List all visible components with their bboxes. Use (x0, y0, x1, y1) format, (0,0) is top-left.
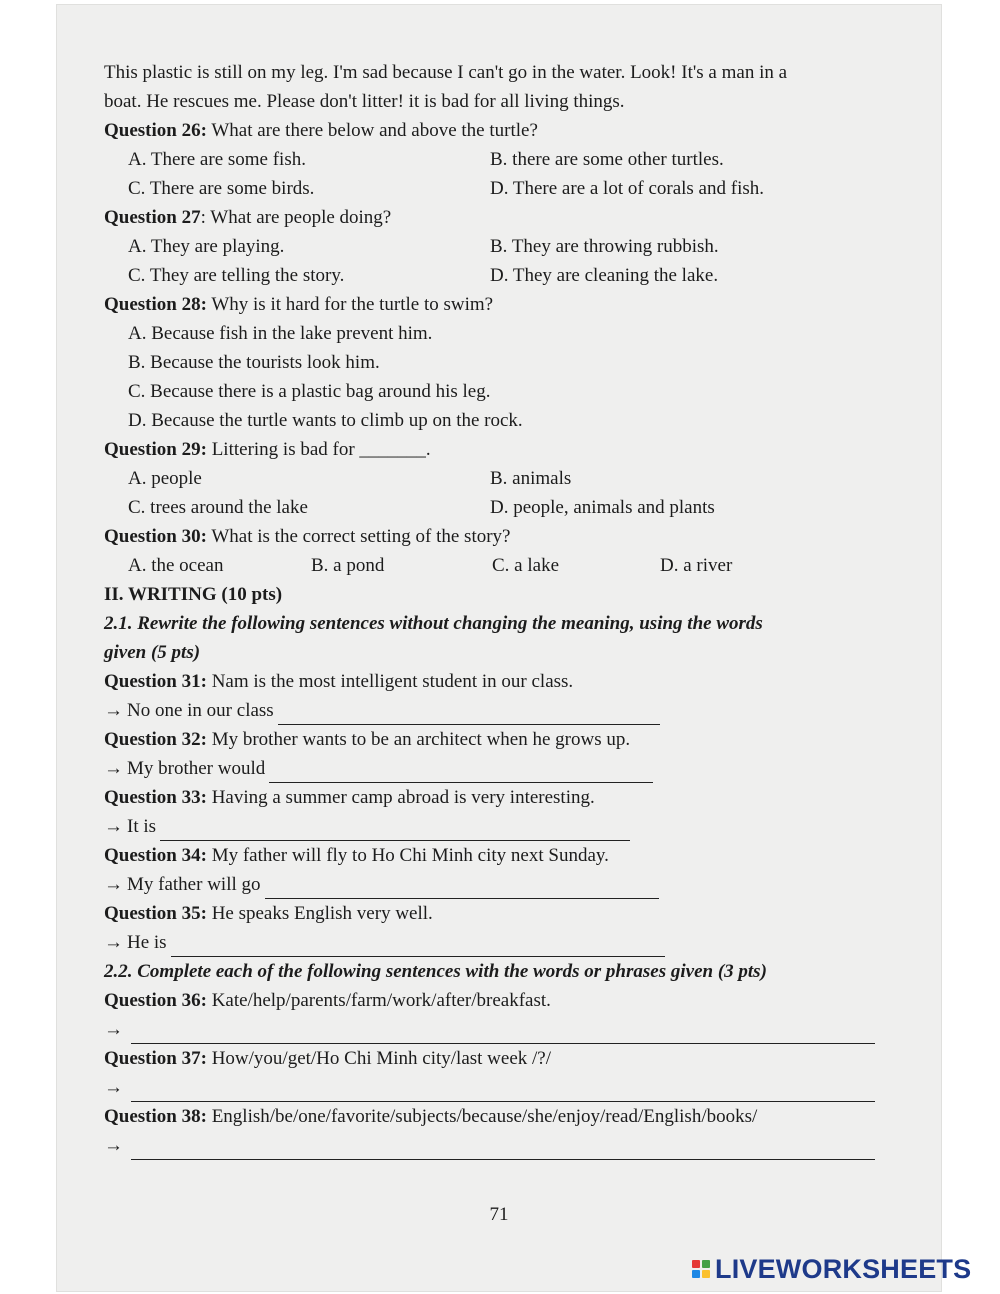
question-28 (104, 290, 894, 319)
question-label: Question 28: (104, 294, 207, 315)
q33-answer-line (104, 812, 894, 841)
q32-answer-line (104, 754, 894, 783)
q30-option-c[interactable]: C. a lake (492, 555, 560, 576)
q28-option-b[interactable]: B. Because the tourists look him. (128, 352, 380, 373)
q29-option-a[interactable]: A. people (128, 468, 202, 489)
q27-option-d[interactable]: D. They are cleaning the lake. (490, 265, 719, 286)
q31-prompt: No one in our class (127, 700, 274, 721)
arrow-icon: → (104, 1077, 123, 1098)
question-34 (104, 841, 894, 870)
worksheet-content (104, 58, 894, 1160)
question-text: : What are people doing? (200, 207, 392, 228)
q37-answer-line (104, 1073, 894, 1102)
question-36 (104, 986, 894, 1015)
question-text: My brother wants to be an architect when he grows up. (206, 729, 631, 750)
passage-line-1: This plastic is still on my leg. I'm sad because I can't go in the water. Look! It's a man in a (104, 62, 788, 83)
q28-option-d[interactable]: D. Because the turtle wants to climb up on the rock. (128, 410, 523, 431)
question-label: Question 37: (104, 1048, 207, 1069)
arrow-icon: → (104, 874, 123, 895)
question-label: Question 27 (104, 207, 201, 228)
q30-option-a[interactable]: A. the ocean (128, 555, 224, 576)
logo-square-icon (692, 1270, 700, 1278)
question-text: Nam is the most intelligent student in our class. (206, 671, 574, 692)
q35-answer-input[interactable] (171, 938, 665, 957)
question-label: Question 32: (104, 729, 207, 750)
question-label: Question 33: (104, 787, 207, 808)
q32-prompt: My brother would (127, 758, 266, 779)
question-33 (104, 783, 894, 812)
question-label: Question 26: (104, 120, 207, 141)
question-27 (104, 203, 894, 232)
question-text: Kate/help/parents/farm/work/after/breakfast. (206, 990, 551, 1011)
question-text: How/you/get/Ho Chi Minh city/last week /?/ (206, 1048, 552, 1069)
question-text: He speaks English very well. (206, 903, 433, 924)
question-text: Having a summer camp abroad is very interesting. (206, 787, 595, 808)
q26-option-a[interactable]: A. There are some fish. (128, 149, 306, 170)
liveworksheets-logo-icon (692, 1260, 710, 1278)
section-2-2-heading: 2.2. Complete each of the following sentences with the words or phrases given (3 pts) (104, 961, 767, 982)
q27-options-row-2 (104, 261, 894, 290)
question-29 (104, 435, 894, 464)
question-text: English/be/one/favorite/subjects/because/she/enjoy/read/English/books/ (206, 1106, 758, 1127)
q26-option-d[interactable]: D. There are a lot of corals and fish. (490, 178, 764, 199)
q26-option-b[interactable]: B. there are some other turtles. (490, 149, 724, 170)
question-label: Question 38: (104, 1106, 207, 1127)
q28-option-c[interactable]: C. Because there is a plastic bag around his leg. (128, 381, 491, 402)
q38-answer-input[interactable] (131, 1141, 875, 1160)
q38-answer-line (104, 1131, 894, 1160)
q35-answer-line (104, 928, 894, 957)
page-number: 71 (489, 1204, 509, 1225)
arrow-icon: → (104, 758, 123, 779)
question-label: Question 34: (104, 845, 207, 866)
q35-prompt: He is (127, 932, 167, 953)
question-31 (104, 667, 894, 696)
q33-answer-input[interactable] (160, 822, 630, 841)
q29-options-row-2 (104, 493, 894, 522)
brand-name: LIVEWORKSHEETS (715, 1253, 972, 1284)
q27-options-row-1 (104, 232, 894, 261)
section-2-1-heading-line-2: given (5 pts) (104, 642, 201, 663)
question-text: My father will fly to Ho Chi Minh city next Sunday. (206, 845, 609, 866)
q29-option-d[interactable]: D. people, animals and plants (490, 497, 715, 518)
q26-option-c[interactable]: C. There are some birds. (128, 178, 315, 199)
q34-prompt: My father will go (127, 874, 261, 895)
q27-option-b[interactable]: B. They are throwing rubbish. (490, 236, 719, 257)
passage-line-2: boat. He rescues me. Please don't litter! it is bad for all living things. (104, 91, 625, 112)
q36-answer-input[interactable] (131, 1025, 875, 1044)
arrow-icon: → (104, 1019, 123, 1040)
q31-answer-line (104, 696, 894, 725)
q36-answer-line (104, 1015, 894, 1044)
q27-option-c[interactable]: C. They are telling the story. (128, 265, 345, 286)
question-text: What are there below and above the turtle? (206, 120, 538, 141)
question-text: What is the correct setting of the story? (206, 526, 511, 547)
logo-square-icon (692, 1260, 700, 1268)
question-37 (104, 1044, 894, 1073)
section-2-1-heading-line-1: 2.1. Rewrite the following sentences without changing the meaning, using the words (104, 613, 763, 634)
q32-answer-input[interactable] (269, 764, 653, 783)
liveworksheets-logo (692, 1254, 971, 1284)
question-label: Question 31: (104, 671, 207, 692)
q33-prompt: It is (127, 816, 157, 837)
writing-heading: II. WRITING (10 pts) (104, 584, 283, 605)
q29-option-b[interactable]: B. animals (490, 468, 572, 489)
question-26 (104, 116, 894, 145)
question-label: Question 35: (104, 903, 207, 924)
q29-option-c[interactable]: C. trees around the lake (128, 497, 308, 518)
worksheet-page (56, 4, 942, 1292)
q28-option-a[interactable]: A. Because fish in the lake prevent him. (128, 323, 433, 344)
question-35 (104, 899, 894, 928)
arrow-icon: → (104, 816, 123, 837)
q31-answer-input[interactable] (278, 706, 660, 725)
q26-options-row-2 (104, 174, 894, 203)
question-label: Question 30: (104, 526, 207, 547)
logo-square-icon (702, 1270, 710, 1278)
question-text: Why is it hard for the turtle to swim? (206, 294, 494, 315)
q29-options-row-1 (104, 464, 894, 493)
logo-square-icon (702, 1260, 710, 1268)
arrow-icon: → (104, 1135, 123, 1156)
arrow-icon: → (104, 700, 123, 721)
q34-answer-line (104, 870, 894, 899)
question-text: Littering is bad for _______. (206, 439, 431, 460)
question-38 (104, 1102, 894, 1131)
q30-options-row (104, 551, 894, 580)
q27-option-a[interactable]: A. They are playing. (128, 236, 285, 257)
question-32 (104, 725, 894, 754)
q37-answer-input[interactable] (131, 1083, 875, 1102)
q34-answer-input[interactable] (265, 880, 659, 899)
q30-option-d[interactable]: D. a river (660, 555, 733, 576)
arrow-icon: → (104, 932, 123, 953)
question-label: Question 36: (104, 990, 207, 1011)
question-label: Question 29: (104, 439, 207, 460)
q26-options-row-1 (104, 145, 894, 174)
question-30 (104, 522, 894, 551)
q30-option-b[interactable]: B. a pond (311, 555, 385, 576)
